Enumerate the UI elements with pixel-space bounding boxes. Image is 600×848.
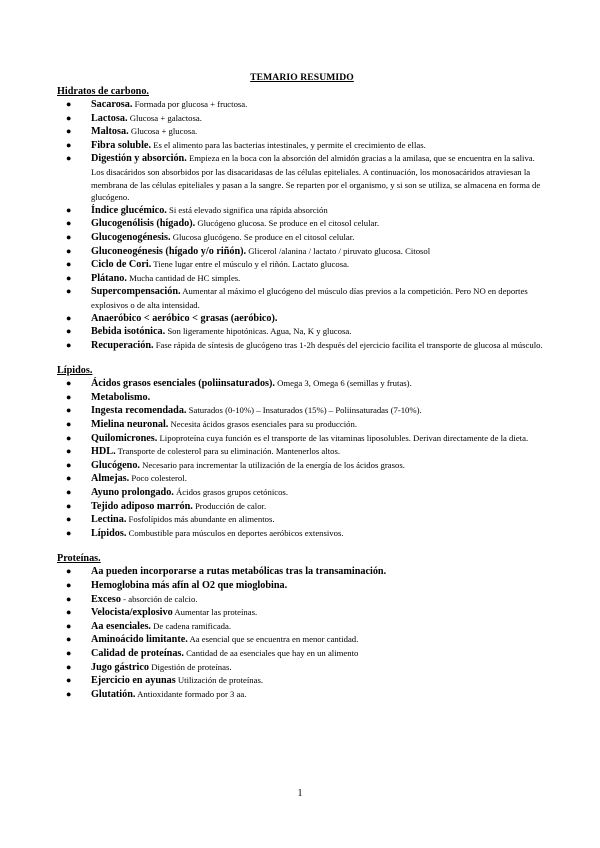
item-term: Hemoglobina más afín al O2 que mioglobina. <box>91 580 288 591</box>
item-term: Almejas. <box>91 473 130 485</box>
bullet-icon: ● <box>66 153 72 164</box>
bullet-icon: ● <box>66 259 72 270</box>
bullet-icon: ● <box>66 272 72 283</box>
item-description: Glucosa glucógeno. Se produce en el citosol celular. <box>170 231 355 242</box>
list-item <box>57 377 547 391</box>
list-item <box>57 432 547 446</box>
item-description: Glucógeno glucosa. Se produce en el citosol celular. <box>195 218 379 229</box>
item-description: Saturados (0-10%) – Insaturados (15%) – Poliinsaturadas (7-10%). <box>186 405 422 416</box>
item-term: Ingesta recomendada. <box>91 405 187 417</box>
item-description: Fase rápida de síntesis de glucógeno tras 1-2h después del ejercicio facilita el transporte de glucosa al músculo. <box>153 339 543 350</box>
list-item <box>57 245 547 259</box>
bullet-list <box>57 377 547 540</box>
list-item <box>57 513 547 527</box>
item-term: Recuperación. <box>91 339 154 351</box>
list-item <box>57 204 547 218</box>
item-description: Ácidos grasos grupos cetónicos. <box>173 487 288 498</box>
item-term: Aa esenciales. <box>91 620 151 632</box>
bullet-icon: ● <box>66 419 72 430</box>
list-item <box>57 112 547 126</box>
item-term: Plátano. <box>91 272 127 284</box>
item-description: Glucosa + glucosa. <box>128 126 198 137</box>
list-item <box>57 527 547 541</box>
bullet-icon: ● <box>66 500 72 511</box>
bullet-icon: ● <box>66 446 72 457</box>
list-item <box>57 125 547 139</box>
item-description: Empieza en la boca con la absorción del almidón gracias a la amilasa, que se encuentra en la saliva. Los disacáridos son absorbidos por las disacaridasas de las células epiteliales. A continuación, los monosacáridos atraviesan la membrana de las células epiteliales y pasan a la sangre. Se reparten por el organismo, y si son se utiliza, se almacena en forma de glucógeno. <box>91 153 541 203</box>
bullet-icon: ● <box>66 204 72 215</box>
bullet-list <box>57 98 547 352</box>
item-term: Anaeróbico < aeróbico < grasas (aeróbico). <box>91 312 278 324</box>
bullet-icon: ● <box>66 405 72 416</box>
document-title: TEMARIO RESUMIDO <box>250 72 354 83</box>
item-term: Lactosa. <box>91 112 128 124</box>
item-term: Bebida isotónica. <box>91 326 166 338</box>
bullet-icon: ● <box>66 607 72 618</box>
section-heading: Hidratos de carbono. <box>57 86 149 97</box>
list-item <box>57 486 547 500</box>
item-term: Glutatión. <box>91 688 136 700</box>
bullet-icon: ● <box>66 620 72 631</box>
item-term: Metabolismo. <box>91 391 151 403</box>
list-item <box>57 445 547 459</box>
bullet-icon: ● <box>66 675 72 686</box>
bullet-icon: ● <box>66 378 72 389</box>
item-term: Aa pueden incorporarse a rutas metabólicas tras la transaminación. <box>91 566 387 578</box>
item-description: Aa esencial que se encuentra en menor cantidad. <box>187 634 359 645</box>
bullet-icon: ● <box>66 112 72 123</box>
item-term: Ácidos grasos esenciales (poliinsaturados). <box>91 378 275 390</box>
item-term: Ayuno prolongado. <box>91 487 174 499</box>
bullet-icon: ● <box>66 593 72 604</box>
item-term: Sacarosa. <box>91 99 133 110</box>
item-description: Antioxidante formado por 3 aa. <box>135 688 247 699</box>
bullet-icon: ● <box>66 339 72 350</box>
item-description: - absorción de calcio. <box>121 593 198 604</box>
list-item <box>57 98 547 112</box>
item-term: Digestión y absorción. <box>91 153 187 165</box>
item-description: Si está elevado significa una rápida absorción <box>166 204 328 215</box>
item-term: Ciclo de Cori. <box>91 259 152 271</box>
item-description: Transporte de colesterol para su eliminación. Mantenerlos altos. <box>115 446 340 457</box>
list-item <box>57 404 547 418</box>
bullet-icon: ● <box>66 688 72 699</box>
list-item <box>57 285 547 311</box>
item-description: Cantidad de aa esenciales que hay en un alimento <box>183 647 359 658</box>
bullet-icon: ● <box>66 514 72 525</box>
list-item <box>57 500 547 514</box>
item-term: Fibra soluble. <box>91 139 152 151</box>
item-description: Omega 3, Omega 6 (semillas y frutas). <box>274 378 412 389</box>
list-item <box>57 152 547 203</box>
list-item <box>57 620 547 634</box>
item-description: Necesario para incrementar la utilización de la energía de los ácidos grasos. <box>139 459 405 470</box>
item-term: Lectina. <box>91 514 127 526</box>
list-item <box>57 472 547 486</box>
list-item <box>57 258 547 272</box>
sections-container <box>57 86 547 701</box>
list-item <box>57 593 547 607</box>
item-term: Gluconeogénesis (hígado y/o riñón). <box>91 245 247 257</box>
bullet-icon: ● <box>66 231 72 242</box>
bullet-icon: ● <box>66 566 72 577</box>
item-term: Supercompensación. <box>91 286 181 298</box>
item-description: Mucha cantidad de HC simples. <box>126 272 241 283</box>
item-description: Formada por glucosa + fructosa. <box>132 99 248 109</box>
bullet-icon: ● <box>66 286 72 297</box>
bullet-icon: ● <box>66 126 72 137</box>
item-description: Tiene lugar entre el músculo y el riñón. Lactato glucosa. <box>151 259 350 270</box>
document-page <box>57 72 547 701</box>
item-term: Glucogenólisis (hígado). <box>91 218 196 230</box>
list-item <box>57 139 547 153</box>
item-description: Lipoproteína cuya función es el transporte de las vitaminas liposolubles. Derivan directamente de la dieta. <box>157 432 529 443</box>
bullet-icon: ● <box>66 391 72 402</box>
item-description: Poco colesterol. <box>129 473 187 484</box>
item-term: Ejercicio en ayunas <box>91 675 176 687</box>
item-description: Digestión de proteínas. <box>149 661 232 672</box>
item-term: Jugo gástrico <box>91 661 150 673</box>
list-item <box>57 391 547 405</box>
item-term: Aminoácido limitante. <box>91 634 188 646</box>
page-number: 1 <box>297 788 303 799</box>
item-term: Mielina neuronal. <box>91 419 169 431</box>
list-item <box>57 565 547 579</box>
item-term: Velocista/explosivo <box>91 607 173 619</box>
item-description: Glicerol /alanina / lactato / piruvato glucosa. Citosol <box>246 245 431 256</box>
bullet-icon: ● <box>66 661 72 672</box>
item-term: Lípidos. <box>91 527 127 539</box>
item-description: Aumentar al máximo el glucógeno del músculo días previos a la competición. Pero NO en deportes explosivos o de alta intensidad. <box>91 286 528 310</box>
section-spacer <box>57 352 547 365</box>
list-item <box>57 688 547 702</box>
bullet-icon: ● <box>66 99 72 109</box>
list-item <box>57 312 547 326</box>
list-item <box>57 674 547 688</box>
list-item <box>57 661 547 675</box>
item-term: Glucogenogénesis. <box>91 231 171 243</box>
section-heading: Proteínas. <box>57 553 101 565</box>
bullet-icon: ● <box>66 473 72 484</box>
bullet-icon: ● <box>66 487 72 498</box>
bullet-icon: ● <box>66 139 72 150</box>
item-term: Calidad de proteínas. <box>91 647 184 659</box>
item-term: Exceso <box>91 593 121 605</box>
bullet-icon: ● <box>66 647 72 658</box>
bullet-icon: ● <box>66 634 72 645</box>
item-description: Fosfolípidos más abundante en alimentos. <box>126 514 275 525</box>
section-heading: Lípidos. <box>57 365 93 377</box>
item-term: Índice glucémico. <box>91 204 167 216</box>
section-spacer <box>57 540 547 553</box>
list-item <box>57 272 547 286</box>
item-description: Glucosa + galactosa. <box>127 112 202 123</box>
list-item <box>57 418 547 432</box>
item-term: Maltosa. <box>91 126 129 138</box>
list-item <box>57 647 547 661</box>
item-description: De cadena ramificada. <box>150 620 232 631</box>
item-term: Tejido adiposo marrón. <box>91 500 193 512</box>
item-term: Glucógeno. <box>91 459 140 471</box>
list-item <box>57 231 547 245</box>
list-item <box>57 459 547 473</box>
item-description: Aumentar las proteínas. <box>172 607 258 618</box>
list-item <box>57 633 547 647</box>
bullet-icon: ● <box>66 245 72 256</box>
item-description: Es el alimento para las bacterias intestinales, y permite el crecimiento de ellas. <box>151 139 426 150</box>
list-item <box>57 579 547 593</box>
bullet-icon: ● <box>66 326 72 337</box>
bullet-icon: ● <box>66 218 72 229</box>
item-description: Combustible para músculos en deportes aeróbicos extensivos. <box>126 527 344 538</box>
bullet-list <box>57 565 547 701</box>
item-description: Necesita ácidos grasos esenciales para su producción. <box>168 419 357 430</box>
item-term: HDL. <box>91 446 116 458</box>
item-term: Quilomicrones. <box>91 432 158 444</box>
list-item <box>57 339 547 353</box>
bullet-icon: ● <box>66 312 72 323</box>
bullet-icon: ● <box>66 432 72 443</box>
bullet-icon: ● <box>66 527 72 538</box>
bullet-icon: ● <box>66 580 72 590</box>
item-description: Producción de calor. <box>192 500 267 511</box>
list-item <box>57 325 547 339</box>
bullet-icon: ● <box>66 459 72 470</box>
item-description: Son ligeramente hipotónicas. Agua, Na, K y glucosa. <box>165 326 352 337</box>
list-item <box>57 217 547 231</box>
list-item <box>57 606 547 620</box>
item-description: Utilización de proteínas. <box>175 675 264 686</box>
